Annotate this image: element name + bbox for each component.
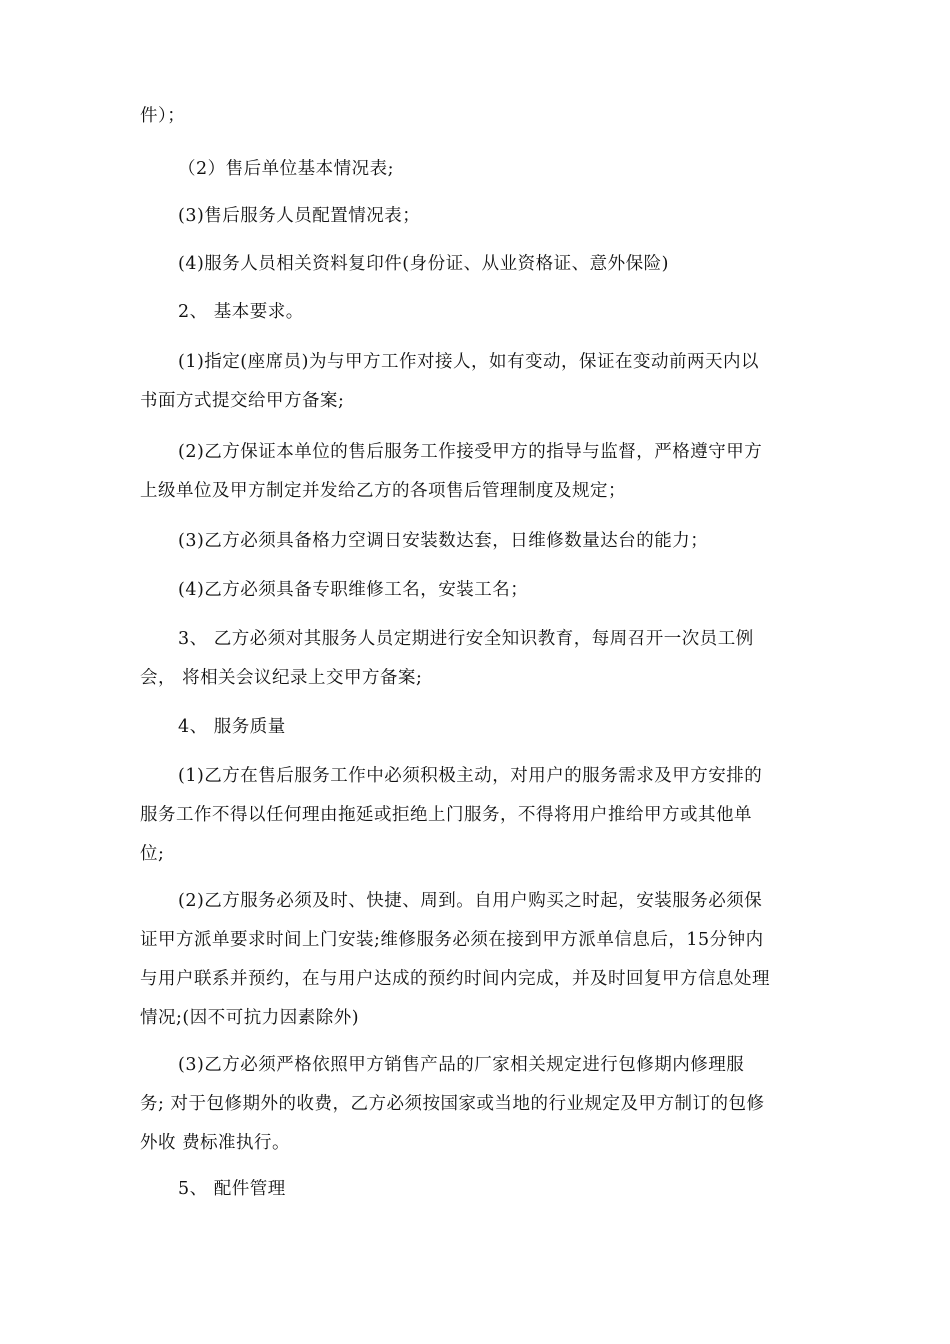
text-line: (2)乙方服务必须及时、快捷、周到。自用户购买之时起，安装服务必须保 [178, 891, 763, 911]
text-line: (2)乙方保证本单位的售后服务工作接受甲方的指导与监督，严格遵守甲方 [178, 442, 763, 462]
text-line: 证甲方派单要求时间上门安装;维修服务必须在接到甲方派单信息后，15分钟内 [140, 930, 764, 950]
text-line: （2）售后单位基本情况表; [178, 159, 395, 179]
text-line: 外收 费标准执行。 [140, 1133, 291, 1153]
text-line: 件）； [140, 106, 186, 126]
text-line: 上级单位及甲方制定并发给乙方的各项售后管理制度及规定； [140, 481, 626, 501]
text-line: 书面方式提交给甲方备案; [140, 391, 345, 411]
text-line: 服务工作不得以任何理由拖延或拒绝上门服务，不得将用户推给甲方或其他单 [140, 805, 752, 825]
text-line: (4)乙方必须具备专职维修工名，安装工名； [178, 580, 529, 600]
text-line: (1)指定(座席员)为与甲方工作对接人，如有变动，保证在变动前两天内以 [178, 352, 759, 372]
text-line: 2、 基本要求。 [178, 302, 304, 322]
text-line: 务; 对于包修期外的收费，乙方必须按国家或当地的行业规定及甲方制订的包修 [140, 1094, 765, 1114]
text-line: (4)服务人员相关资料复印件(身份证、从业资格证、意外保险) [178, 254, 669, 274]
text-line: (3)乙方必须严格依照甲方销售产品的厂家相关规定进行包修期内修理服 [178, 1055, 745, 1075]
text-line: (3)乙方必须具备格力空调日安装数达套，日维修数量达台的能力； [178, 531, 709, 551]
text-line: 与用户联系并预约，在与用户达成的预约时间内完成，并及时回复甲方信息处理 [140, 969, 770, 989]
text-line: 情况;(因不可抗力因素除外) [140, 1008, 360, 1028]
text-line: (3)售后服务人员配置情况表； [178, 206, 421, 226]
text-line: 5、 配件管理 [178, 1179, 286, 1199]
text-line: 会， 将相关会议纪录上交甲方备案; [140, 668, 423, 688]
text-line: 3、 乙方必须对其服务人员定期进行安全知识教育，每周召开一次员工例 [178, 629, 754, 649]
text-line: 4、 服务质量 [178, 717, 286, 737]
text-line: (1)乙方在售后服务工作中必须积极主动，对用户的服务需求及甲方安排的 [178, 766, 763, 786]
text-line: 位; [140, 844, 165, 864]
